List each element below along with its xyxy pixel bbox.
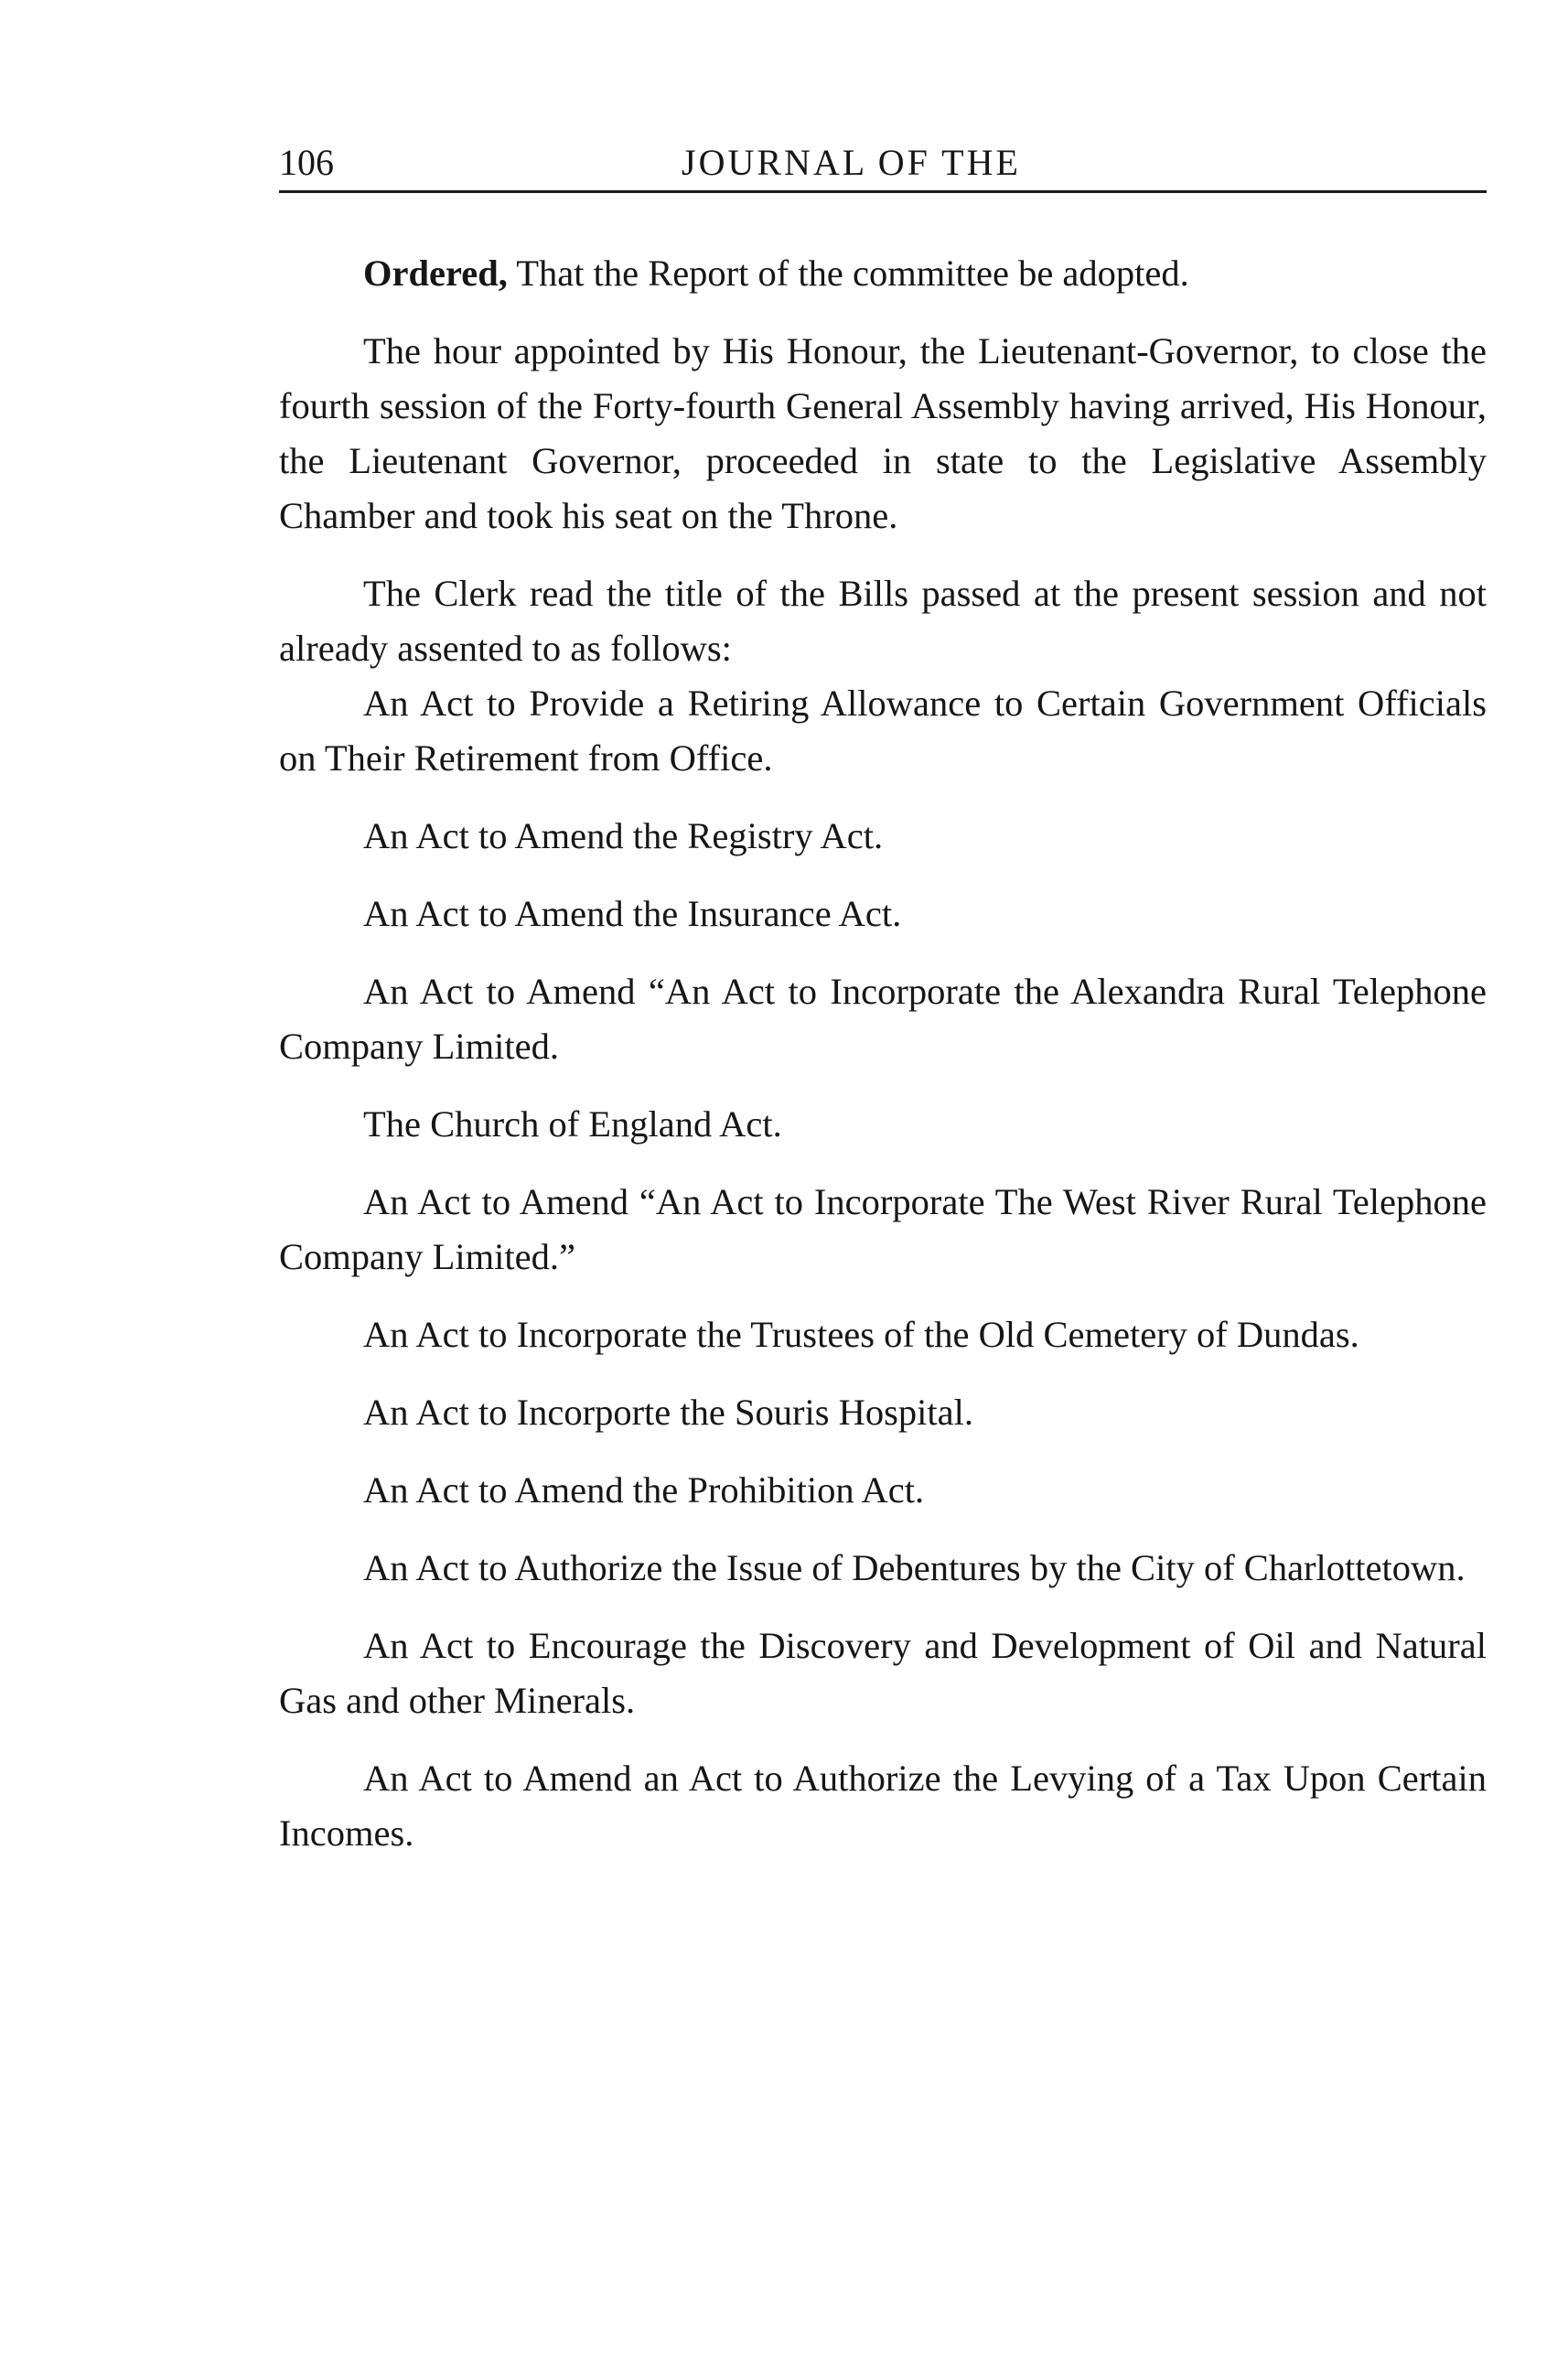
bill-item: The Church of England Act. [363,1103,782,1145]
bill-item: An Act to Amend the Prohibition Act. [363,1469,925,1511]
ordered-text: That the Report of the committee be adopted. [507,253,1189,294]
bill-item: An Act to Provide a Retiring Allowance to Certain Government Officials on Their Retirement from Office. [279,683,1487,779]
bill-item: An Act to Amend the Registry Act. [363,815,884,856]
page-number: 106 [279,142,334,183]
bill-item: An Act to Incorporte the Souris Hospital. [363,1392,974,1433]
ordered-paragraph [279,246,1487,301]
bill-item: An Act to Amend “An Act to Incorporate The West River Rural Telephone Company Limited.” [279,1181,1487,1277]
bill-item: An Act to Amend an Act to Authorize the Levying of a Tax Upon Certain Incomes. [279,1758,1487,1854]
hour-paragraph: The hour appointed by His Honour, the Lieutenant-Governor, to close the fourth session of the Forty-fourth General Assembly having arrived, His Honour, the Lieutenant Governor, proceeded in state to the Legislative Assembly Chamber and took his seat on the Throne. [279,330,1487,536]
clerk-paragraph: The Clerk read the title of the Bills passed at the present session and not already assented to as follows: [279,573,1487,669]
bill-item: An Act to Authorize the Issue of Debentures by the City of Charlottetown. [363,1547,1466,1588]
running-head: JOURNAL OF THE [682,142,1021,183]
bill-item: An Act to Amend the Insurance Act. [363,893,902,934]
bill-item: An Act to Encourage the Discovery and Development of Oil and Natural Gas and other Minerals. [279,1625,1487,1721]
journal-body [279,246,1487,1861]
header-rule [279,190,1487,193]
journal-page [279,137,1487,1884]
bill-item: An Act to Amend “An Act to Incorporate the Alexandra Rural Telephone Company Limited. [279,971,1487,1067]
page-header [279,137,1487,188]
bill-item: An Act to Incorporate the Trustees of the Old Cemetery of Dundas. [363,1314,1359,1355]
ordered-lead: Ordered, [363,253,508,294]
